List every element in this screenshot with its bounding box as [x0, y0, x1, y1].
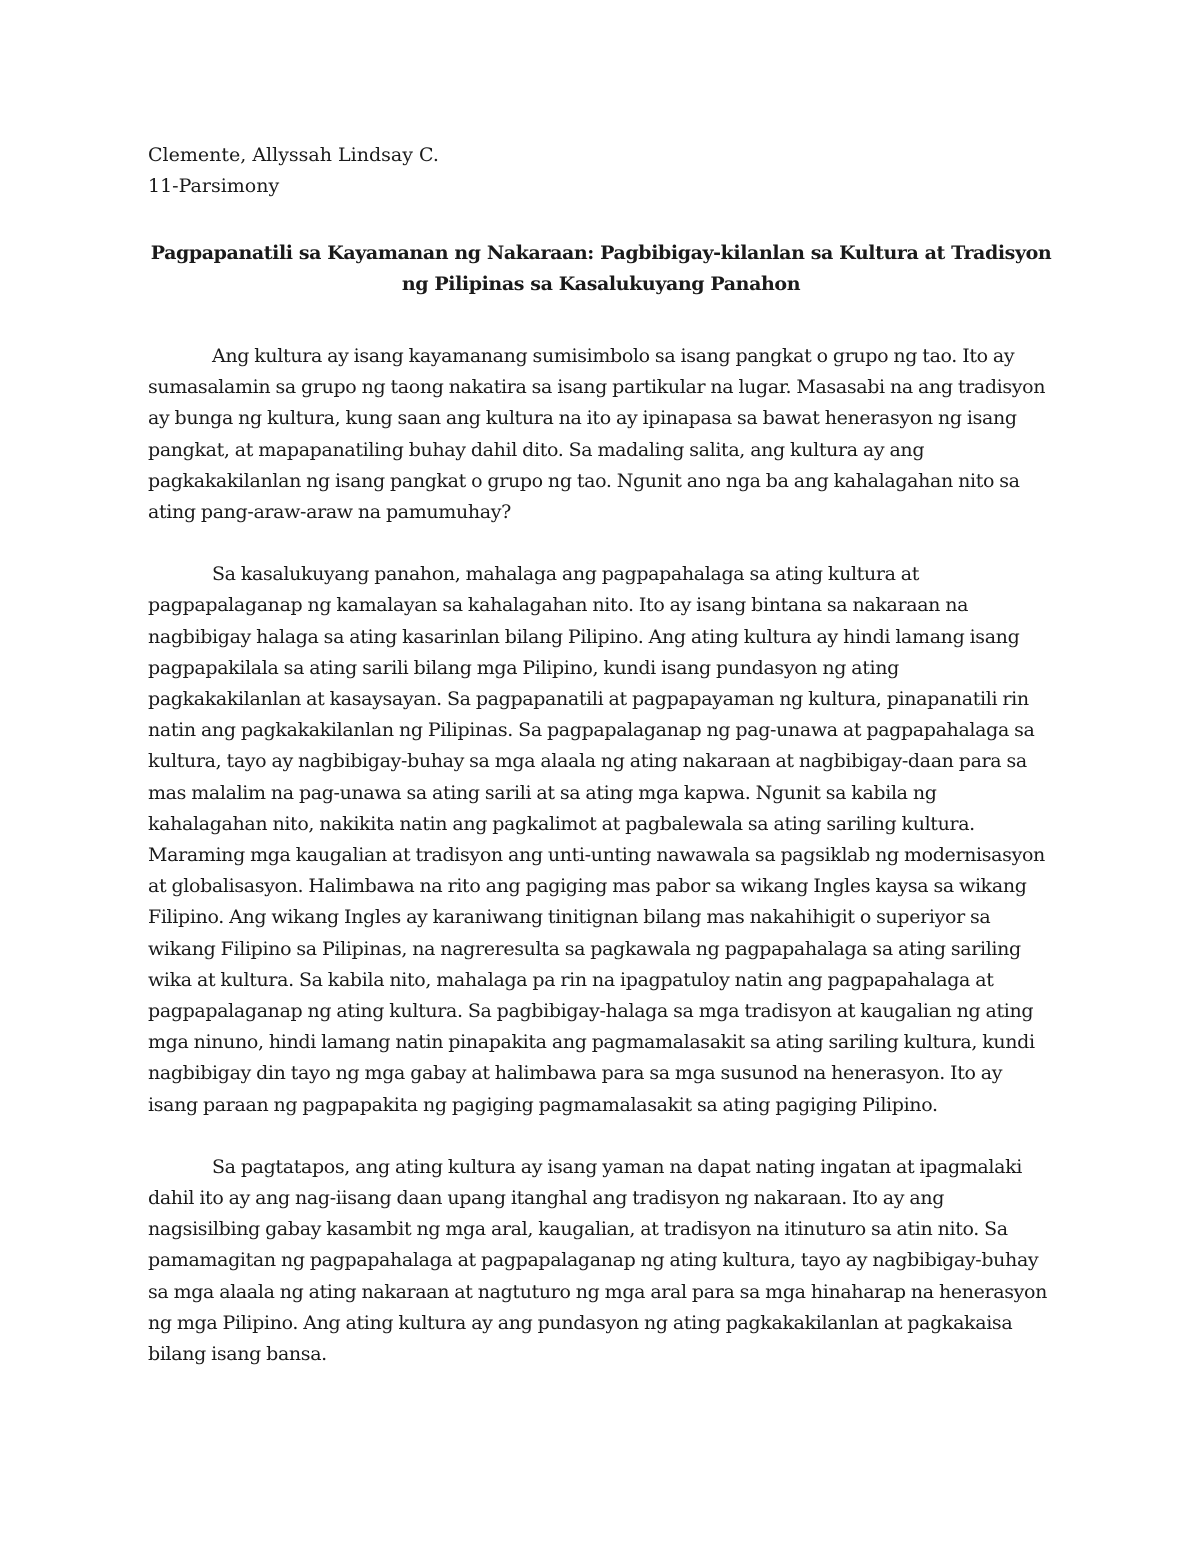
document-content [148, 140, 1054, 1370]
author-name: Clemente, Allyssah Lindsay C. [148, 144, 439, 166]
class-section: 11-Parsimony [148, 175, 280, 197]
essay-title: Pagpapanatili sa Kayamanan ng Nakaraan: Pagbibigay-kilanlan sa Kultura at Tradisyon ng Pilipinas sa Kasalukuyang Panahon [150, 242, 1052, 295]
author-block [148, 140, 1054, 202]
paragraph-body: Sa kasalukuyang panahon, mahalaga ang pagpapahalaga sa ating kultura at pagpapalaganap ng kamalayan sa kahalagahan nito. Ito ay isang bintana sa nakaraan na nagbibigay halaga sa ating kasarinlan bilang Pilipino. Ang ating kultura ay hindi lamang isang pagpapakilala sa ating sarili bilang mga Pilipino, kundi isang pundasyon ng ating pagkakakilanlan at kasaysayan. Sa pagpapanatili at pagpapayaman ng kultura, pinapanatili rin natin ang pagkakakilanlan ng Pilipinas. Sa pagpapalaganap ng pag-unawa at pagpapahalaga sa kultura, tayo ay nagbibigay-buhay sa mga alaala ng ating nakaraan at nagbibigay-daan para sa mas malalim na pag-unawa sa ating sarili at sa ating mga kapwa. Ngunit sa kabila ng kahalagahan nito, nakikita natin ang pagkalimot at pagbalewala sa ating sariling kultura. Maraming mga kaugalian at tradisyon ang unti-unting nawawala sa pagsiklab ng modernisasyon at globalisasyon. Halimbawa na rito ang pagiging mas pabor sa wikang Ingles kaysa sa wikang Filipino. Ang wikang Ingles ay karaniwang tinitignan bilang mas nakahihigit o superiyor sa wikang Filipino sa Pilipinas, na nagreresulta sa pagkawala ng pagpapahalaga sa ating sariling wika at kultura. Sa kabila nito, mahalaga pa rin na ipagpatuloy natin ang pagpapahalaga at pagpapalaganap ng ating kultura. Sa pagbibigay-halaga sa mga tradisyon at kaugalian ng ating mga ninuno, hindi lamang natin pinapakita ang pagmamalasakit sa ating sariling kultura, kundi nagbibigay din tayo ng mga gabay at halimbawa para sa mga susunod na henerasyon. Ito ay isang paraan ng pagpapakita ng pagiging pagmamalasakit sa ating pagiging Pilipino. [148, 563, 1045, 1116]
paragraph-introduction: Ang kultura ay isang kayamanang sumisimbolo sa isang pangkat o grupo ng tao. Ito ay sumasalamin sa grupo ng taong nakatira sa isang partikular na lugar. Masasabi na ang tradisyon ay bunga ng kultura, kung saan ang kultura na ito ay ipinapasa sa bawat henerasyon ng isang pangkat, at mapapanatiling buhay dahil dito. Sa madaling salita, ang kultura ay ang pagkakakilanlan ng isang pangkat o grupo ng tao. Ngunit ano nga ba ang kahalagahan nito sa ating pang-araw-araw na pamumuhay? [148, 345, 1046, 524]
paragraph-conclusion: Sa pagtatapos, ang ating kultura ay isang yaman na dapat nating ingatan at ipagmalaki dahil ito ay ang nag-iisang daan upang itanghal ang tradisyon ng nakaraan. Ito ay ang nagsisilbing gabay kasambit ng mga aral, kaugalian, at tradisyon na itinuturo sa atin nito. Sa pamamagitan ng pagpapahalaga at pagpapalaganap ng ating kultura, tayo ay nagbibigay-buhay sa mga alaala ng ating nakaraan at nagtuturo ng mga aral para sa mga hinaharap na henerasyon ng mga Pilipino. Ang ating kultura ay ang pundasyon ng ating pagkakakilanlan at pagkakaisa bilang isang bansa. [148, 1155, 1047, 1366]
